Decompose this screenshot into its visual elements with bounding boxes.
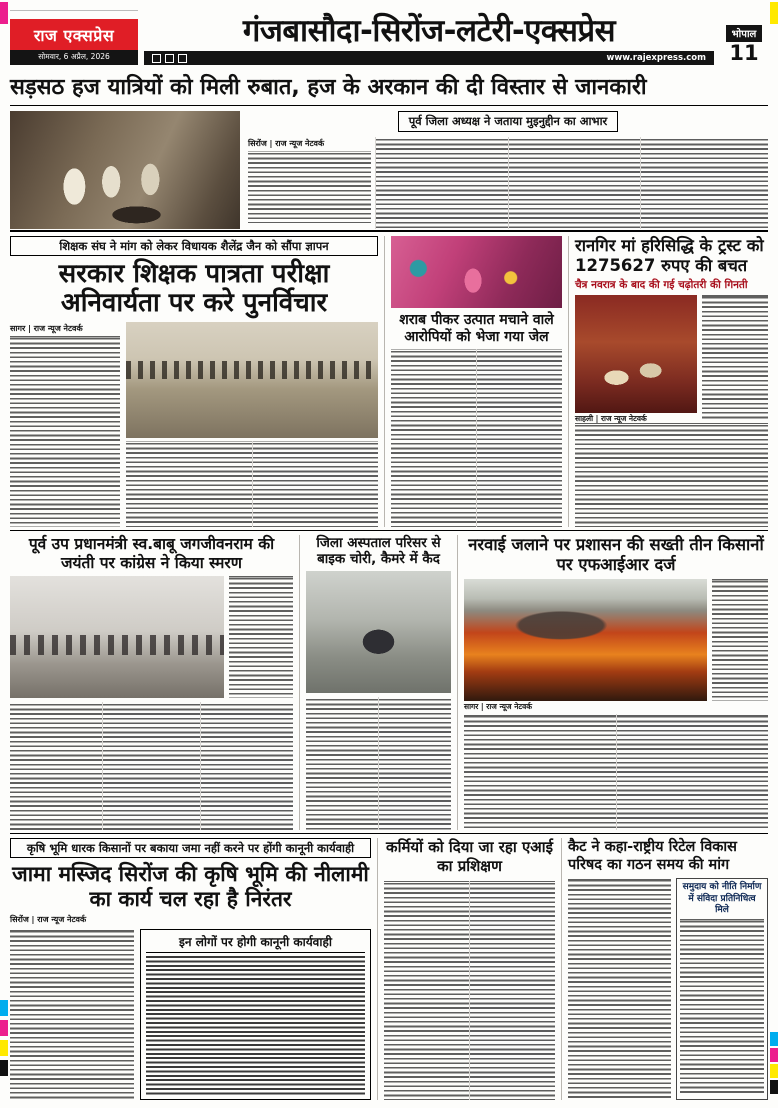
registration-mark-magenta (0, 2, 8, 24)
article-jama (10, 838, 378, 1100)
narwai-caption: सागर | राज न्यूज नेटवर्क (464, 701, 533, 711)
body-text-column (712, 579, 768, 701)
social-icons (152, 54, 187, 63)
social-icon (178, 54, 187, 63)
article-haj (10, 70, 768, 226)
teacher-headline: सरकार शिक्षक पात्रता परीक्षा अनिवार्यता पर करे पुनर्विचार (58, 259, 330, 319)
row-4 (10, 833, 768, 1100)
article-rangir (569, 236, 768, 527)
registration-mark-black (0, 1060, 8, 1076)
photo-haj-meeting (10, 111, 240, 229)
body-text-column (378, 697, 451, 830)
masthead-left (10, 3, 138, 65)
body-text-block (248, 151, 371, 223)
body-text-column (126, 441, 252, 527)
registration-mark-yellow (770, 1064, 778, 1078)
registration-mark-magenta (770, 1048, 778, 1062)
teacher-dateline: सागर | राज न्यूज नेटवर्क (10, 323, 83, 333)
photo-field-fire (464, 579, 707, 701)
rangir-caption: साहली | राज न्यूज नेटवर्क (575, 413, 647, 423)
teacher-kicker: शिक्षक संघ ने मांग को लेकर विधायक शैलेंद्र जैन को सौंपा ज्ञापन (10, 236, 378, 256)
body-text-column (375, 137, 507, 229)
article-narwai (458, 535, 768, 830)
article-cait (562, 838, 768, 1100)
body-text-column (469, 881, 555, 1101)
haj-headline: सड़सठ हज यात्रियों को मिली रुबात, हज के अरकान की दी विस्तार से जानकारी (10, 70, 768, 106)
body-text-column (10, 336, 120, 527)
page-number: 11 (729, 40, 759, 65)
article-ai (378, 838, 562, 1100)
article-sharab (385, 236, 569, 527)
bike-headline: जिला अस्पताल परिसर से बाइक चोरी, कैमरे में कैद (316, 535, 441, 568)
body-text-block (575, 423, 768, 527)
cait-headline: कैट ने कहा-राष्ट्रीय रिटेल विकास परिषद का गठन समय की मांग (568, 839, 737, 874)
jama-headline: जामा मस्जिद सिरोंज की कृषि भूमि की नीलामी का कार्य चल रहा है निरंतर (12, 862, 369, 911)
body-text-column (640, 137, 768, 229)
photo-money-counting (575, 295, 697, 413)
jama-dateline: सिरोंज | राज न्यूज नेटवर्क (10, 914, 87, 924)
photo-bike-cctv (306, 571, 451, 693)
date-bar: सोमवार, 6 अप्रैल, 2026 (10, 50, 138, 65)
body-text-column (616, 714, 769, 830)
body-text-column (476, 349, 562, 527)
photo-teacher-group (126, 322, 378, 438)
rangir-headline: रानगिर मां हरिसिद्धि के ट्रस्ट को 1275627 रुपए की बचत (575, 236, 764, 275)
photo-congress-meeting (10, 576, 224, 698)
registration-mark-yellow (0, 1040, 8, 1056)
row-3 (10, 530, 768, 830)
masthead-tagline (10, 10, 138, 19)
haj-subhead: पूर्व जिला अध्यक्ष ने जताया मुइनुद्दीन का आभार (398, 111, 619, 132)
body-text-column (384, 881, 469, 1101)
body-text-column (568, 878, 671, 1100)
registration-mark-cyan (0, 1000, 8, 1016)
masthead (10, 3, 768, 65)
body-text-column (200, 702, 293, 830)
sharab-headline: शराब पीकर उत्पात मचाने वाले आरोपियों को भेजा गया जेल (399, 312, 554, 345)
body-text-column (10, 702, 102, 830)
registration-mark-cyan (770, 1032, 778, 1046)
jama-kicker: कृषि भूमि धारक किसानों पर बकाया जमा नहीं करने पर होंगी कानूनी कार्यवाही (10, 838, 371, 858)
paper-logo: राज एक्सप्रेस (10, 19, 138, 50)
url-bar (144, 51, 714, 65)
masthead-right (720, 3, 768, 65)
body-text-column (306, 697, 378, 830)
haj-dateline: सिरोंज | राज न्यूज नेटवर्क (248, 139, 325, 148)
body-text-column (252, 441, 379, 527)
edition-label: भोपाल (726, 25, 763, 42)
article-jagjivan (10, 535, 300, 830)
body-text-column (248, 137, 375, 229)
body-text-column (508, 137, 640, 229)
article-bike (300, 535, 458, 830)
social-icon (152, 54, 161, 63)
jagjivan-headline: पूर्व उप प्रधानमंत्री स्व.बाबू जगजीवनराम की जयंती पर कांग्रेस ने किया स्मरण (28, 535, 275, 572)
samuday-headline: समुदाय को नीति निर्माण में संविदा प्रतिनिधित्व मिले (682, 882, 762, 915)
body-text-column (10, 929, 134, 1100)
registration-mark-black (770, 1080, 778, 1094)
samuday-box (676, 878, 768, 1100)
article-teacher (10, 236, 385, 527)
page-title: गंजबासौदा-सिरोंज-लटेरी-एक्सप्रेस (242, 13, 616, 50)
body-text-column (229, 576, 293, 698)
row-2 (10, 230, 768, 527)
registration-mark-magenta (0, 1020, 8, 1036)
body-text-block (680, 919, 764, 1096)
rangir-subhead: चैत्र नवरात्र के बाद की गई चढ़ोतरी की गिनती (575, 278, 748, 291)
body-text-block (146, 956, 365, 1096)
ai-headline: कर्मियों को दिया जा रहा एआई का प्रशिक्षण (386, 838, 553, 875)
legal-box-title: इन लोगों पर होगी कानूनी कार्यवाही (146, 933, 365, 953)
body-text-column (464, 714, 616, 830)
narwai-headline: नरवाई जलाने पर प्रशासन की सख्ती तीन किसानों पर एफआईआर दर्ज (468, 535, 764, 574)
photo-temple-women (391, 236, 562, 308)
registration-mark-yellow (770, 2, 778, 24)
masthead-center (144, 3, 714, 65)
body-text-column (391, 349, 476, 527)
social-icon (165, 54, 174, 63)
website-url: www.rajexpress.com (606, 53, 706, 63)
legal-action-box (140, 929, 371, 1100)
body-text-column (702, 295, 768, 421)
body-text-column (102, 702, 199, 830)
